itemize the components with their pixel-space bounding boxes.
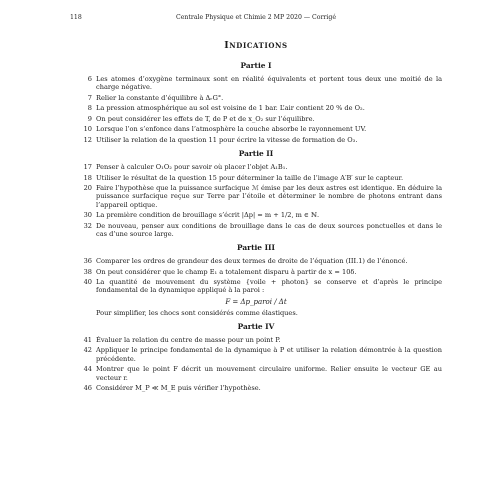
hint-text: Utiliser la relation de la question 11 pour écrire la vitesse de formation de O₃.: [96, 135, 358, 144]
hint-item: [70, 222, 442, 239]
hint-text: La pression atmosphérique au sol est voisine de 1 bar. L’air contient 20 % de O₂.: [96, 104, 365, 113]
hint-item: [70, 104, 442, 112]
hint-text: Considérer M_P ≪ M_E puis vérifier l’hypothèse.: [96, 384, 261, 393]
hint-item: [70, 268, 442, 276]
hint-item: [70, 115, 442, 123]
part-heading: Partie IV: [237, 322, 275, 331]
hint-number: 7: [87, 93, 92, 102]
hint-number: 8: [87, 104, 92, 113]
equation: F = Δp_paroi / Δt: [225, 297, 287, 306]
hint-item: [70, 94, 442, 102]
hint-text: Les atomes d’oxygène terminaux sont en réalité équivalents et portent tous deux une moitié de la charge négative.: [96, 75, 442, 92]
hint-text: Montrer que le point F décrit un mouvement circulaire uniforme. Relier ensuite le vecteur GE au vecteur r.: [96, 365, 442, 382]
part-heading: Partie II: [238, 149, 274, 159]
hint-item: [70, 163, 442, 171]
hint-number: 44: [83, 365, 92, 374]
hint-text: Comparer les ordres de grandeur des deux termes de droite de l’équation (III.1) de l’énoncé.: [96, 257, 408, 266]
running-header: [70, 12, 442, 24]
hint-number: 12: [83, 135, 92, 144]
page-number: 118: [70, 14, 82, 21]
hint-text: De nouveau, penser aux conditions de brouillage dans le cas de deux sources ponctuelles et dans le cas d’une source large.: [96, 221, 442, 238]
hint-item: [70, 365, 442, 382]
hint-number: 42: [83, 346, 92, 355]
hint-number: 36: [83, 257, 92, 266]
hint-text: Faire l’hypothèse que la puissance surfacique ℳ émise par les deux astres est identique. En déduire la puissance surfacique reçue sur Terre par l’étoile et déterminer le nombre de photons entrant dans l’appareil optique.: [96, 183, 442, 209]
hint-text: Relier la constante d’équilibre à ΔᵣG°.: [96, 93, 224, 102]
hint-text: On peut considérer les effets de T, de P et de x_O₂ sur l’équilibre.: [96, 114, 315, 123]
hint-text: La première condition de brouillage s’écrit |Δp| = m + 1/2, m ∈ ℕ.: [96, 211, 320, 220]
hint-number: 38: [83, 267, 92, 276]
hint-number: 40: [83, 278, 92, 287]
document-page: [70, 12, 442, 500]
hint-number: 30: [83, 211, 92, 220]
hint-item: [70, 346, 442, 363]
hint-number: 6: [87, 75, 92, 83]
hint-item: [70, 257, 442, 265]
hint-item: [70, 211, 442, 219]
hint-item: [70, 336, 442, 344]
hint-item: [70, 75, 442, 92]
running-title: Centrale Physique et Chimie 2 MP 2020 — Corrigé: [176, 14, 336, 21]
hint-text: Lorsque l’on s’enfonce dans l’atmosphère la couche absorbe le rayonnement UV.: [96, 125, 367, 134]
hint-text: On peut considérer que le champ E₁ a totalement disparu à partir de x = 10δ.: [96, 267, 357, 276]
hint-number: 9: [87, 114, 92, 123]
hint-number: 17: [83, 163, 92, 172]
hint-item: [70, 278, 442, 295]
hint-number: 10: [83, 125, 92, 134]
hint-text: La quantité de mouvement du système {voile + photon} se conserve et d’après le principe fondamental de la dynamique appliqué à la paroi :: [96, 278, 442, 295]
section-title: Indications: [224, 40, 288, 51]
hint-number: 18: [83, 173, 92, 182]
hint-number: 41: [83, 336, 92, 344]
hint-text: Utiliser le résultat de la question 15 pour déterminer la taille de l’image A′B′ sur le capteur.: [96, 173, 404, 182]
hint-text: Évaluer la relation du centre de masse pour un point P.: [96, 336, 281, 344]
hint-number: 20: [83, 183, 92, 192]
hint-number: 46: [83, 384, 92, 393]
hint-item: [70, 174, 442, 182]
hint-item: [70, 136, 442, 144]
hint-number: 32: [83, 221, 92, 230]
hint-item: [70, 384, 442, 392]
hint-item: [70, 125, 442, 133]
hint-text: Appliquer le principe fondamental de la dynamique à P et utiliser la relation démontrée à la question précédente.: [96, 346, 442, 363]
hint-item: [70, 184, 442, 209]
part-heading: Partie I: [240, 61, 272, 70]
note-text: Pour simplifier, les chocs sont considérés comme élastiques.: [96, 308, 298, 317]
part-heading: Partie III: [237, 243, 275, 253]
hint-text: Penser à calculer O₁O₂ pour savoir où placer l’objet A₁B₁.: [96, 163, 288, 172]
